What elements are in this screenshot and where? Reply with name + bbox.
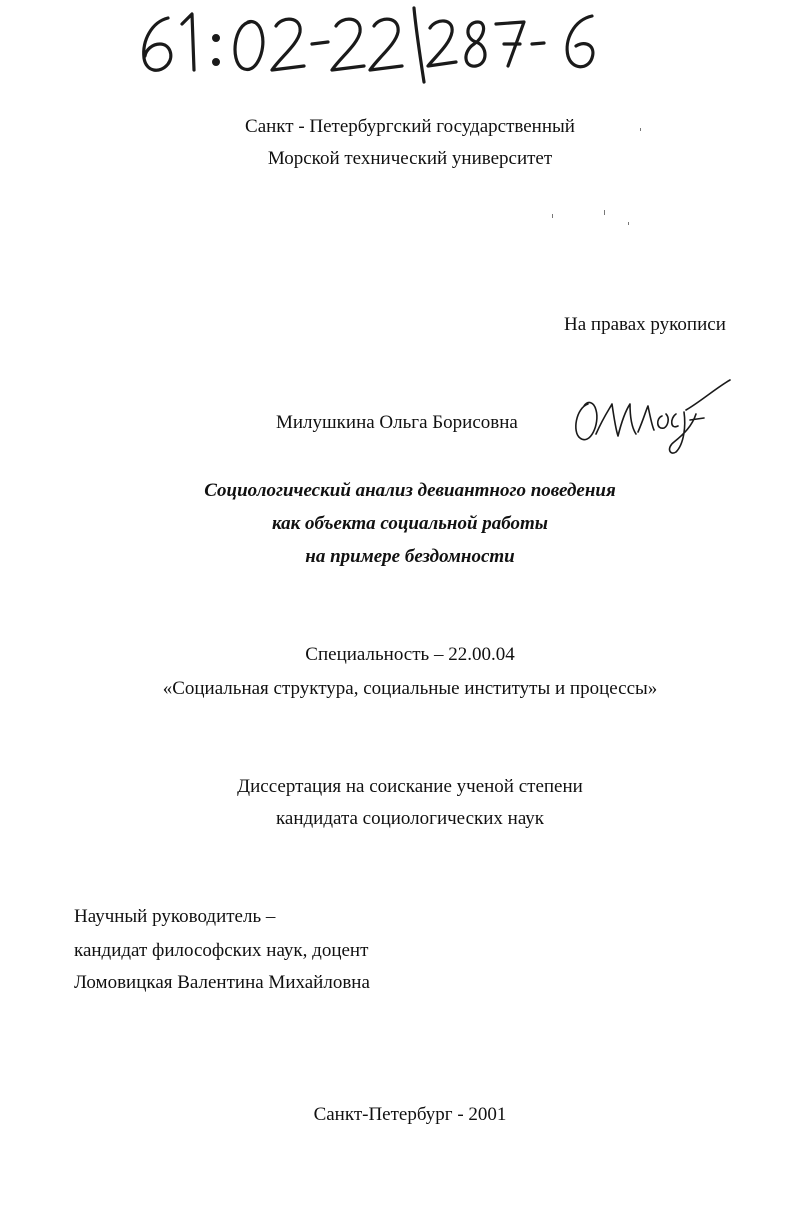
degree-line-2: кандидата социологических наук bbox=[275, 808, 545, 829]
supervisor-name: Ломовицкая Валентина Михайловна bbox=[74, 972, 370, 993]
manuscript-rights-note: На правах рукописи bbox=[564, 314, 726, 335]
city-year-footer: Санкт-Петербург - 2001 bbox=[313, 1104, 507, 1125]
thesis-title-line-2: как объекта социальной работы bbox=[272, 513, 548, 534]
specialty-code: Специальность – 22.00.04 bbox=[305, 644, 515, 665]
institution-line-1: Санкт - Петербургский государственный bbox=[245, 116, 575, 137]
specialty-name: «Социальная структура, социальные институты и процессы» bbox=[162, 678, 658, 699]
thesis-title-line-1: Социологический анализ девиантного поведения bbox=[204, 480, 616, 501]
institution-line-2: Морской технический университет bbox=[267, 148, 553, 169]
author-signature bbox=[566, 374, 736, 458]
scan-speck bbox=[628, 222, 629, 225]
handwritten-archive-code bbox=[130, 0, 610, 90]
thesis-title-line-3: на примере бездомности bbox=[305, 546, 515, 567]
supervisor-label: Научный руководитель – bbox=[74, 906, 276, 927]
degree-line-1: Диссертация на соискание ученой степени bbox=[237, 776, 583, 797]
scan-speck bbox=[604, 210, 605, 215]
scan-speck bbox=[640, 128, 641, 131]
supervisor-rank: кандидат философских наук, доцент bbox=[74, 940, 369, 961]
scan-speck bbox=[552, 214, 553, 218]
author-name: Милушкина Ольга Борисовна bbox=[276, 412, 518, 433]
